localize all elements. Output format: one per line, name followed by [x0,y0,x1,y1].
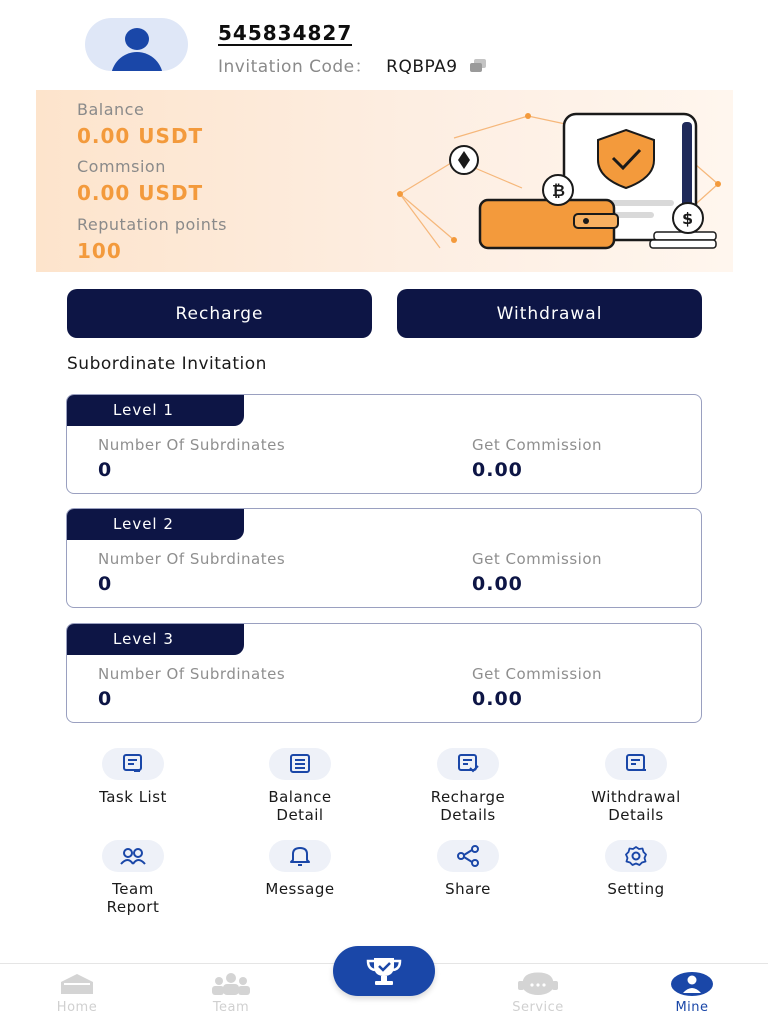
subordinates-count-value: 0 [98,459,113,481]
level-tag: Level 3 [67,624,244,655]
invitation-code-row [218,52,488,77]
menu-label-line2: Report [106,898,160,916]
reputation-value: 100 [77,239,122,263]
svg-text:$: $ [682,209,694,228]
menu-team-report[interactable] [63,840,203,916]
menu-label: Task List [99,788,167,806]
tab-label: Home [56,1000,98,1015]
gear-icon [605,840,667,872]
wallet-illustration [388,108,728,258]
balance-value: 0.00 USDT [77,124,204,148]
recharge-button[interactable]: Recharge [67,289,372,338]
tab-mine[interactable] [642,970,742,1015]
commission-label: Commsion [77,157,166,176]
level-card-1[interactable] [66,394,702,494]
headset-icon [488,970,588,998]
tab-service[interactable] [488,970,588,1015]
subordinates-count-label: Number Of Subrdinates [98,436,286,454]
menu-message[interactable] [230,840,370,898]
subordinates-count-label: Number Of Subrdinates [98,665,286,683]
menu-label-line2: Details [440,806,496,824]
menu-label-line2: Details [608,806,664,824]
avatar-head-shape [125,28,149,50]
withdrawal-details-icon [605,748,667,780]
commission-value: 0.00 [472,459,523,481]
menu-label: Setting [607,880,665,898]
commission-label: Get Commission [472,550,603,568]
balance-detail-icon [269,748,331,780]
balance-label: Balance [77,100,145,119]
tab-label: Team [212,1000,250,1015]
menu-label-line2: Detail [276,806,324,824]
menu-withdrawal-details[interactable] [566,748,706,824]
trophy-icon [364,954,404,988]
team-report-icon [102,840,164,872]
reputation-label: Reputation points [77,215,227,234]
menu-label: Recharge [430,788,506,806]
menu-setting[interactable] [566,840,706,898]
profile-header [0,0,768,90]
wallet-banner [36,90,733,272]
commission-value: 0.00 [472,688,523,710]
user-id: 545834827 [218,21,353,45]
center-trophy-button[interactable] [333,946,435,996]
home-icon [27,970,127,998]
menu-share[interactable] [398,840,538,898]
menu-label: Balance [268,788,332,806]
share-icon [437,840,499,872]
user-icon [642,970,742,998]
commission-label: Get Commission [472,436,603,454]
menu-recharge-details[interactable] [398,748,538,824]
subordinates-count-value: 0 [98,688,113,710]
section-title: Subordinate Invitation [67,354,267,374]
subordinates-count-value: 0 [98,573,113,595]
invitation-code-label: Invitation Code： [218,57,373,77]
level-tag: Level 2 [67,509,244,540]
level-card-2[interactable] [66,508,702,608]
avatar[interactable] [85,18,188,71]
menu-label: Message [265,880,335,898]
team-icon [181,970,281,998]
menu-label: Share [445,880,491,898]
svg-text:₿: ₿ [552,181,566,200]
menu-task-list[interactable] [63,748,203,806]
level-card-3[interactable] [66,623,702,723]
recharge-details-icon [437,748,499,780]
tab-label: Mine [675,1000,709,1015]
commission-label: Get Commission [472,665,603,683]
menu-label: Team [112,880,154,898]
avatar-body-shape [111,52,163,71]
commission-value: 0.00 [472,573,523,595]
subordinates-count-label: Number Of Subrdinates [98,550,286,568]
withdrawal-button[interactable]: Withdrawal [397,289,702,338]
tab-team[interactable] [181,970,281,1015]
tab-label: Service [512,1000,564,1015]
task-list-icon [102,748,164,780]
message-icon [269,840,331,872]
level-tag: Level 1 [67,395,244,426]
menu-balance-detail[interactable] [230,748,370,824]
copy-icon[interactable] [470,59,488,73]
menu-label: Withdrawal [591,788,681,806]
invitation-code-value: RQBPA9 [386,57,458,77]
tab-home[interactable] [27,970,127,1015]
commission-value: 0.00 USDT [77,181,204,205]
